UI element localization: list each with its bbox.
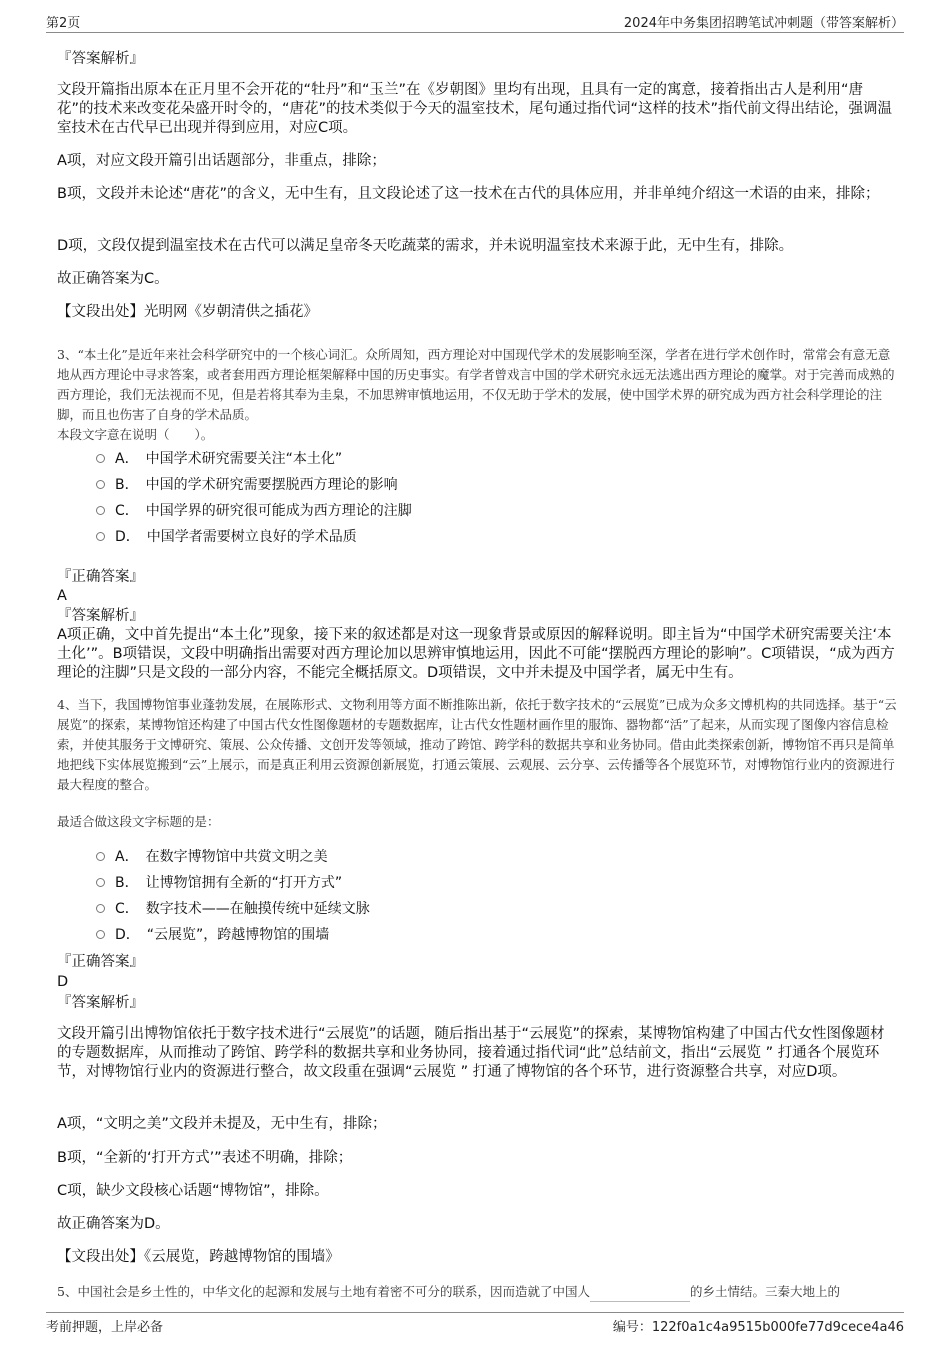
- q2-source: 【文段出处】光明网《岁朝清供之插花》: [57, 304, 318, 320]
- q3-correct-title: 『正确答案』: [57, 569, 144, 585]
- q3-analysis-body: A项正确，文中首先提出“本土化”现象，接下来的叙述都是对这一现象背景或原因的解释说明。即主旨为“中国学术研究需要关注‘本土化’”。B项错误，文段中明确指出需要对西方理论加以思辨审慎地运用，因此不可能“摆脱西方理论的影响”。C项错误，“成为西方理论的注脚”只是文段的一部分内容，不能完全概括原文。D项错误，文中并未提及中国学者，属无中生有。: [57, 627, 895, 681]
- q4-option-d-label: D． “云展览”，跨越博物馆的围墙: [115, 927, 330, 943]
- code-value: 122f0a1c4a9515b000fe77d9cece4a46: [651, 1320, 904, 1335]
- q3-option-b-label: B． 中国的学术研究需要摆脱西方理论的影响: [115, 477, 398, 493]
- radio-icon[interactable]: [96, 852, 105, 861]
- q3-option-c[interactable]: [96, 502, 412, 520]
- q3-analysis-title: 『答案解析』: [57, 608, 144, 624]
- q4-prompt: 最适合做这段文字标题的是：: [57, 814, 220, 829]
- page-header: [46, 12, 904, 33]
- q5-stem: [57, 1282, 897, 1302]
- radio-icon[interactable]: [96, 506, 105, 515]
- document-title: 2024年中务集团招聘笔试冲刺题（带答案解析）: [623, 16, 904, 31]
- radio-icon[interactable]: [96, 480, 105, 489]
- q4-analysis-title: 『答案解析』: [57, 995, 144, 1011]
- q3-option-d[interactable]: [96, 528, 357, 546]
- page-number: 第2页: [46, 16, 81, 31]
- q3-option-b[interactable]: [96, 476, 398, 494]
- q2-conclusion: 故正确答案为C。: [57, 271, 169, 287]
- q4-correct-answer: D: [57, 974, 69, 990]
- q4-correct-title: 『正确答案』: [57, 954, 144, 970]
- q4-option-a-note: A项，“文明之美”文段并未提及，无中生有，排除；: [57, 1116, 387, 1132]
- q4-option-b-label: B． 让博物馆拥有全新的“打开方式”: [115, 875, 343, 891]
- q4-source: 【文段出处】《云展览，跨越博物馆的围墙》: [57, 1249, 340, 1265]
- q3-prompt: 本段文字意在说明（ ）。: [57, 427, 214, 442]
- q4-conclusion: 故正确答案为D。: [57, 1216, 170, 1232]
- q3-option-d-label: D． 中国学者需要树立良好的学术品质: [115, 529, 357, 545]
- radio-icon[interactable]: [96, 904, 105, 913]
- q3-option-a-label: A． 中国学术研究需要关注“本土化”: [115, 451, 343, 467]
- footer-slogan: 考前押题，上岸必备: [46, 1320, 164, 1335]
- q4-analysis-body: 文段开篇引出博物馆依托于数字技术进行“云展览”的话题，随后指出基于“云展览”的探索，某博物馆构建了中国古代女性图像题材的专题数据库，从而推动了跨馆、跨学科的数据共享和业务协同，接着通过指代词“此”总结前文，指出“云展览 ” 打通各个展览环节，对博物馆行业内的资源进行整合，故文段重在强调“云展览 ” 打通了博物馆的各个环节，进行资源整合共享，对应D项。: [57, 1026, 885, 1080]
- q4-stem: 4、当下，我国博物馆事业蓬勃发展，在展陈形式、文物利用等方面不断推陈出新，依托于数字技术的“云展览”已成为众多文博机构的共同选择。基于“云展览”的探索，某博物馆还构建了中国古代女性图像题材的专题数据库，让古代女性题材画作里的服饰、器物都“活”了起来，从而实现了图像内容信息检索，并使其服务于文博研究、策展、公众传播、文创开发等领域，推动了跨馆、跨学科的数据共享和业务协同。借由此类探索创新，博物馆不再只是简单地把线下实体展览搬到“云”上展示，而是真正利用云资源创新展览，打通云策展、云观展、云分享、云传播等各个展览环节，对博物馆行业内的资源进行最大程度的整合。: [57, 697, 897, 792]
- radio-icon[interactable]: [96, 454, 105, 463]
- q3-stem: 3、“本土化”是近年来社会科学研究中的一个核心词汇。众所周知，西方理论对中国现代学术的发展影响至深，学者在进行学术创作时，常常会有意无意地从西方理论中寻求答案，或者套用西方理论框架解释中国的历史事实。有学者曾戏言中国的学术研究永远无法逃出西方理论的魔掌。对于完善而成熟的西方理论，我们无法视而不见，但是若将其奉为圭臬，不加思辨审慎地运用，不仅无助于学术的发展，使中国学术界的研究成为西方社会科学理论的注脚，而且也伤害了自身的学术品质。: [57, 347, 895, 422]
- q2-analysis-title: 『答案解析』: [57, 51, 144, 67]
- q4-option-c-label: C． 数字技术——在触摸传统中延续文脉: [115, 901, 370, 917]
- radio-icon[interactable]: [96, 878, 105, 887]
- q4-option-a-label: A． 在数字博物馆中共赏文明之美: [115, 849, 328, 865]
- document-code: [613, 1316, 904, 1335]
- q5-stem-end: 的乡土情结。三秦大地上的: [689, 1284, 840, 1299]
- q4-option-d[interactable]: [96, 926, 329, 944]
- q3-option-a[interactable]: [96, 450, 342, 468]
- q4-option-b[interactable]: [96, 874, 342, 892]
- q2-analysis-body: 文段开篇指出原本在正月里不会开花的“牡丹”和“玉兰”在《岁朝图》里均有出现，且具有一定的寓意，接着指出古人是利用“唐花”的技术来改变花朵盛开时令的，“唐花”的技术类似于今天的温室技术，尾句通过指代词“这样的技术”指代前文得出结论，强调温室技术在古代早已出现并得到应用，对应C项。: [57, 82, 893, 136]
- q2-option-a-note: A项，对应文段开篇引出话题部分，非重点，排除；: [57, 153, 386, 169]
- q2-option-b-note: B项，文段并未论述“唐花”的含义，无中生有，且文段论述了这一技术在古代的具体应用，并非单纯介绍这一术语的由来，排除；: [57, 186, 880, 202]
- code-label: 编号：: [612, 1320, 652, 1335]
- q3-correct-answer: A: [57, 588, 67, 604]
- fill-in-blank[interactable]: [590, 1287, 690, 1302]
- q4-option-c-note: C项，缺少文段核心话题“博物馆”，排除。: [57, 1183, 329, 1199]
- q4-option-a[interactable]: [96, 848, 328, 866]
- q3-option-c-label: C． 中国学界的研究很可能成为西方理论的注脚: [115, 503, 412, 519]
- q5-stem-start: 5、中国社会是乡土性的，中华文化的起源和发展与土地有着密不可分的联系，因而造就了中国人: [57, 1284, 590, 1299]
- radio-icon[interactable]: [96, 930, 105, 939]
- page-footer: [46, 1312, 904, 1335]
- q4-option-c[interactable]: [96, 900, 370, 918]
- q4-option-b-note: B项，“全新的‘打开方式’”表述不明确，排除；: [57, 1150, 353, 1166]
- radio-icon[interactable]: [96, 532, 105, 541]
- q2-option-d-note: D项，文段仅提到温室技术在古代可以满足皇帝冬天吃蔬菜的需求，并未说明温室技术来源于此，无中生有，排除。: [57, 238, 794, 254]
